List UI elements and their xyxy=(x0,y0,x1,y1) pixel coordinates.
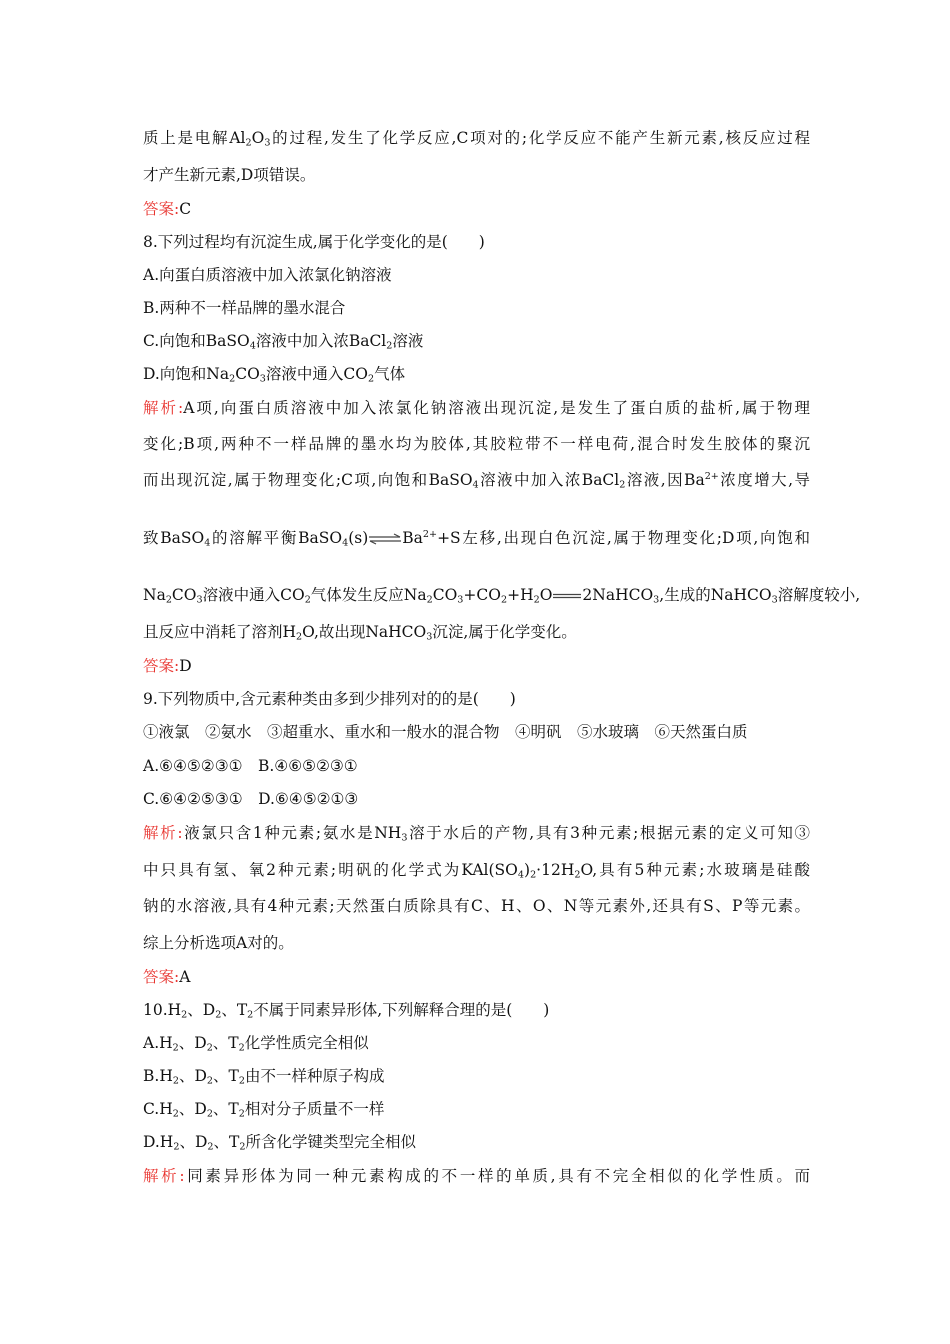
q10-analysis-text: 同素异形体为同一种元素构成的不一样的单质,具有不完全相似的化学性质。而 xyxy=(184,1167,810,1185)
q8-option-a: A.向蛋白质溶液中加入浓氯化钠溶液 xyxy=(143,266,392,284)
intro-line-2: 才产生新元素,D项错误。 xyxy=(143,166,316,184)
q10-stem: $10.H_2$、$D_2$、$T_2$不属于同素异形体,下列解释合理的是( ) xyxy=(143,1001,550,1021)
q9-stem: 9.下列物质中,含元素种类由多到少排列对的的是( ) xyxy=(143,690,516,708)
q9-analysis-line-4: 综上分析选项A对的。 xyxy=(143,934,294,952)
reaction-equals-icon xyxy=(552,592,582,600)
q8-analysis-line-1: 解析:A项,向蛋白质溶液中加入浓氯化钠溶液出现沉淀,是发生了蛋白质的盐析,属于物理 xyxy=(143,399,810,417)
intro-line-1: 质上是电解$Al_2O_3$的过程,发生了化学反应,C项对的;化学反应不能产生新元素,核反应过程 xyxy=(143,129,810,149)
answer-label: 答案: xyxy=(143,968,180,986)
q8-answer xyxy=(143,656,810,676)
q8-stem: 8.下列过程均有沉淀生成,属于化学变化的是( ) xyxy=(143,233,485,251)
q9-analysis-line-1: 解析:液氯只含1种元素;氨水是$NH_3$溶于水后的产物,具有3种元素;根据元素的定义可知③ xyxy=(143,824,810,844)
q9-answer xyxy=(143,967,810,987)
answer-value: A xyxy=(179,968,191,986)
answer-label: 答案: xyxy=(143,200,180,218)
q9-analysis-line-2: 中只具有氢、氧2种元素;明矾的化学式为$KAl(SO_4)_2\cdot 12H_2O$,具有5种元素;水玻璃是硅酸 xyxy=(143,861,811,881)
q8-option-d: D.向饱和$Na_2CO_3$溶液中通入$CO_2$气体 xyxy=(143,365,406,385)
q8-option-c: C.向饱和BaSO$_4$溶液中加入浓BaCl$_2$溶液 xyxy=(143,332,424,352)
q8-option-b: B.两种不一样品牌的墨水混合 xyxy=(143,299,346,317)
q8-analysis-line-5: $Na_2CO_3$溶液中通入$CO_2$气体发生反应$Na_2CO_3+CO_2+H_2O$ 2NaHCO$_3$,生成的NaHCO$_3$溶解度较小, xyxy=(143,586,861,606)
q9-options-ab: A.⑥④⑤②③① B.④⑥⑤②③① xyxy=(143,757,358,775)
equilibrium-arrow-icon xyxy=(368,533,402,545)
q10-option-b: $B.H_2$、$D_2$、$T_2$由不一样种原子构成 xyxy=(143,1067,385,1087)
analysis-label: 解析: xyxy=(143,824,183,842)
q10-option-d: $D.H_2$、$D_2$、$T_2$所含化学键类型完全相似 xyxy=(143,1133,416,1153)
q8-analysis-line-2: 变化;B项,两种不一样品牌的墨水均为胶体,其胶粒带不一样电荷,混合时发生胶体的聚沉 xyxy=(143,435,810,453)
intro-answer xyxy=(143,199,810,219)
analysis-label: 解析: xyxy=(143,399,184,417)
q10-option-a: $A.H_2$、$D_2$、$T_2$化学性质完全相似 xyxy=(143,1034,369,1054)
analysis-label: 解析: xyxy=(143,1167,185,1185)
q9-analysis-line-3: 钠的水溶液,具有4种元素;天然蛋白质除具有C、H、O、N等元素外,还具有S、P等元素。 xyxy=(143,897,810,915)
answer-value: D xyxy=(179,657,192,675)
q8-analysis-line-4: 致BaSO$_4$的溶解平衡BaSO$_4$(s) $Ba^{2+}+S$左移,出现白色沉淀,属于物理变化;D项,向饱和 xyxy=(143,529,810,549)
q8-analysis-line-3: 而出现沉淀,属于物理变化;C项,向饱和BaSO$_4$溶液中加入浓BaCl$_2$溶液,因$Ba^{2+}$浓度增大,导 xyxy=(143,471,810,491)
q8-analysis-line-6: 且反应中消耗了溶剂$H_2O$,故出现NaHCO$_3$沉淀,属于化学变化。 xyxy=(143,623,577,643)
q9-items: ①液氯 ②氨水 ③超重水、重水和一般水的混合物 ④明矾 ⑤水玻璃 ⑥天然蛋白质 xyxy=(143,723,748,741)
q9-options-cd: C.⑥④②⑤③① D.⑥④⑤②①③ xyxy=(143,790,359,808)
q10-option-c: $C.H_2$、$D_2$、$T_2$相对分子质量不一样 xyxy=(143,1100,385,1120)
answer-label: 答案: xyxy=(143,657,180,675)
answer-value: C xyxy=(179,200,192,218)
q10-analysis-line-1 xyxy=(143,1166,810,1186)
